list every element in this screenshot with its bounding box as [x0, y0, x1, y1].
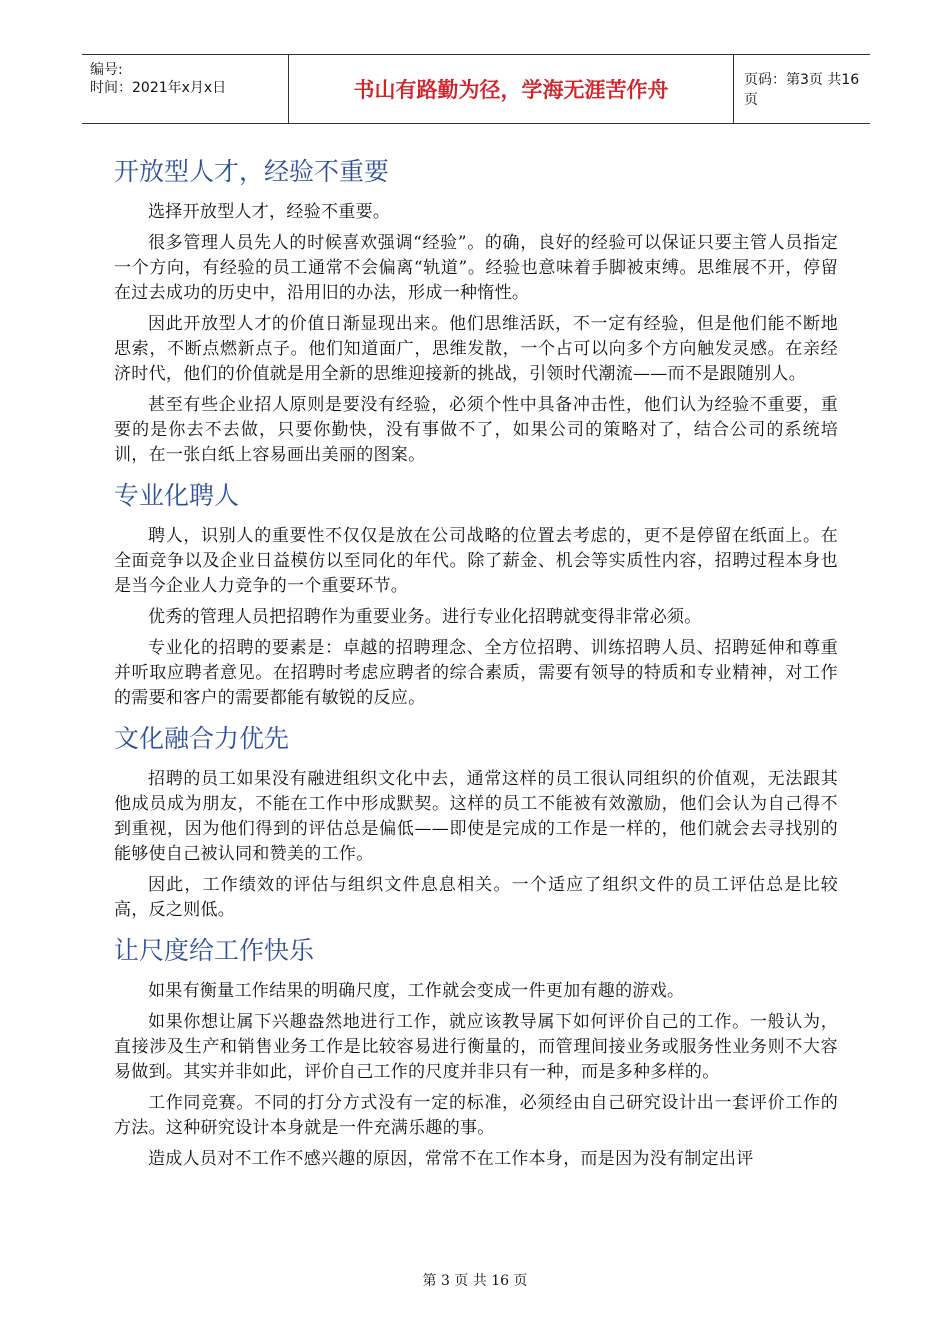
- paragraph: 聘人，识别人的重要性不仅仅是放在公司战略的位置去考虑的，更不是停留在纸面上。在全面竞争以及企业日益模仿以至同化的年代。除了薪金、机会等实质性内容，招聘过程本身也是当今企业人力竞争的一个重要环节。: [114, 526, 838, 596]
- paragraph: 造成人员对不工作不感兴趣的原因，常常不在工作本身，而是因为没有制定出评: [148, 1149, 754, 1169]
- paragraph: 很多管理人员先人的时候喜欢强调“经验”。的确，良好的经验可以保证只要主管人员指定一个方向，有经验的员工通常不会偏离“轨道”。经验也意味着手脚被束缚。思维展不开，停留在过去成功的历史中，沿用旧的办法，形成一种惰性。: [114, 233, 838, 303]
- section-heading: 文化融合力优先: [114, 724, 290, 753]
- section-professional-hiring: [114, 474, 838, 711]
- page-header: [82, 54, 870, 124]
- header-page-info: 页码：第3页 共16页: [744, 72, 860, 108]
- section-heading: 让尺度给工作快乐: [114, 936, 315, 965]
- document-number-label: 编号:: [90, 62, 123, 78]
- page-footer: 第 3 页 共 16 页: [422, 1273, 528, 1289]
- section-measurement-joy: [114, 929, 838, 1172]
- header-meta: [82, 55, 288, 123]
- paragraph: 优秀的管理人员把招聘作为重要业务。进行专业化招聘就变得非常必须。: [148, 607, 702, 627]
- section-open-talent: [114, 150, 838, 468]
- paragraph: 专业化的招聘的要素是：卓越的招聘理念、全方位招聘、训练招聘人员、招聘延伸和尊重并听取应聘者意见。在招聘时考虑应聘者的综合素质，需要有领导的特质和专业精神，对工作的需要和客户的需要都能有敏锐的反应。: [114, 638, 838, 708]
- paragraph: 工作同竞赛。不同的打分方式没有一定的标准，必须经由自己研究设计出一套评价工作的方法。这种研究设计本身就是一件充满乐趣的事。: [114, 1093, 838, 1138]
- paragraph: 甚至有些企业招人原则是要没有经验，必须个性中具备冲击性，他们认为经验不重要，重要的是你去不去做，只要你勤快，没有事做不了，如果公司的策略对了，结合公司的系统培训，在一张白纸上容易画出美丽的图案。: [114, 395, 838, 465]
- section-culture-fit: [114, 717, 838, 923]
- paragraph: 因此，工作绩效的评估与组织文件息息相关。一个适应了组织文件的员工评估总是比较高，反之则低。: [114, 875, 838, 920]
- document-date: 时间：2021年x月x日: [90, 80, 227, 96]
- document-body: [114, 150, 838, 1178]
- section-heading: 专业化聘人: [114, 481, 240, 510]
- paragraph: 如果有衡量工作结果的明确尺度，工作就会变成一件更加有趣的游戏。: [148, 981, 685, 1001]
- paragraph: 选择开放型人才，经验不重要。: [148, 202, 391, 222]
- paragraph: 招聘的员工如果没有融进组织文化中去，通常这样的员工很认同组织的价值观，无法跟其他成员成为朋友，不能在工作中形成默契。这样的员工不能被有效激励，他们会认为自己得不到重视，因为他们得到的评估总是偏低——即使是完成的工作是一样的，他们就会去寻找别的能够使自己被认同和赞美的工作。: [114, 769, 838, 864]
- paragraph: 如果你想让属下兴趣盎然地进行工作，就应该教导属下如何评价自己的工作。一般认为，直接涉及生产和销售业务工作是比较容易进行衡量的，而管理间接业务或服务性业务则不大容易做到。其实并非如此，评价自己工作的尺度并非只有一种，而是多种多样的。: [114, 1012, 838, 1082]
- header-motto: 书山有路勤为径，学海无涯苦作舟: [288, 55, 734, 123]
- paragraph: 因此开放型人才的价值日渐显现出来。他们思维活跃，不一定有经验，但是他们能不断地思索，不断点燃新点子。他们知道面广，思维发散，一个占可以向多个方向触发灵感。在亲经济时代，他们的价值就是用全新的思维迎接新的挑战，引领时代潮流——而不是跟随别人。: [114, 314, 838, 384]
- section-heading: 开放型人才，经验不重要: [114, 157, 390, 186]
